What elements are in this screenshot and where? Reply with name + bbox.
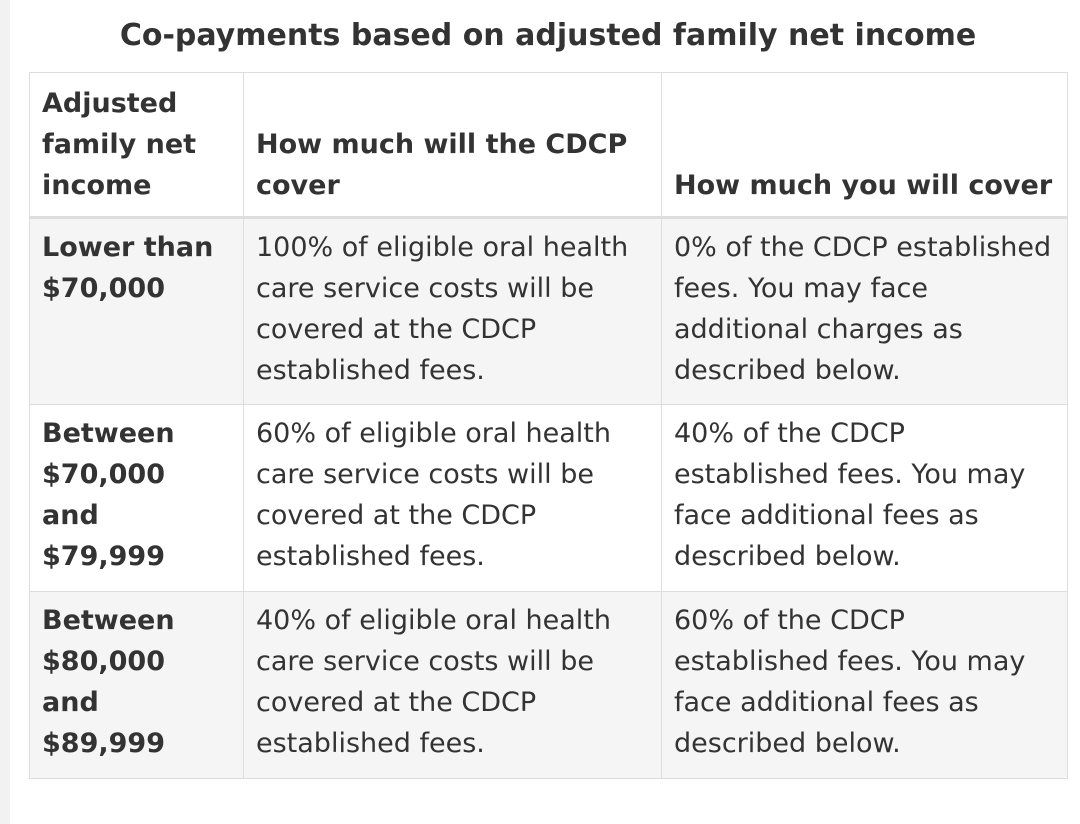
table-row bbox=[30, 592, 1068, 779]
table-header bbox=[30, 73, 1068, 218]
header-income: Adjusted family net income bbox=[30, 73, 244, 218]
copayment-table bbox=[29, 72, 1068, 779]
page-edge bbox=[0, 0, 10, 824]
header-you-cover: How much you will cover bbox=[662, 73, 1068, 218]
row-cdcp-cover: 100% of eligible oral health care service costs will be covered at the CDCP established fees. bbox=[244, 218, 662, 405]
row-cdcp-cover: 40% of eligible oral health care service costs will be covered at the CDCP established fees. bbox=[244, 592, 662, 779]
row-income: Lower than $70,000 bbox=[30, 218, 244, 405]
row-you-cover: 60% of the CDCP established fees. You may face additional fees as described below. bbox=[662, 592, 1068, 779]
table-row bbox=[30, 218, 1068, 405]
table-body bbox=[30, 218, 1068, 779]
row-income: Between $80,000 and $89,999 bbox=[30, 592, 244, 779]
row-you-cover: 0% of the CDCP established fees. You may face additional charges as described below. bbox=[662, 218, 1068, 405]
header-row bbox=[30, 73, 1068, 218]
header-cdcp-cover: How much will the CDCP cover bbox=[244, 73, 662, 218]
row-income: Between $70,000 and $79,999 bbox=[30, 405, 244, 592]
table-caption: Co-payments based on adjusted family net income bbox=[119, 18, 977, 53]
row-cdcp-cover: 60% of eligible oral health care service costs will be covered at the CDCP established fees. bbox=[244, 405, 662, 592]
row-you-cover: 40% of the CDCP established fees. You may face additional fees as described below. bbox=[662, 405, 1068, 592]
table-row bbox=[30, 405, 1068, 592]
